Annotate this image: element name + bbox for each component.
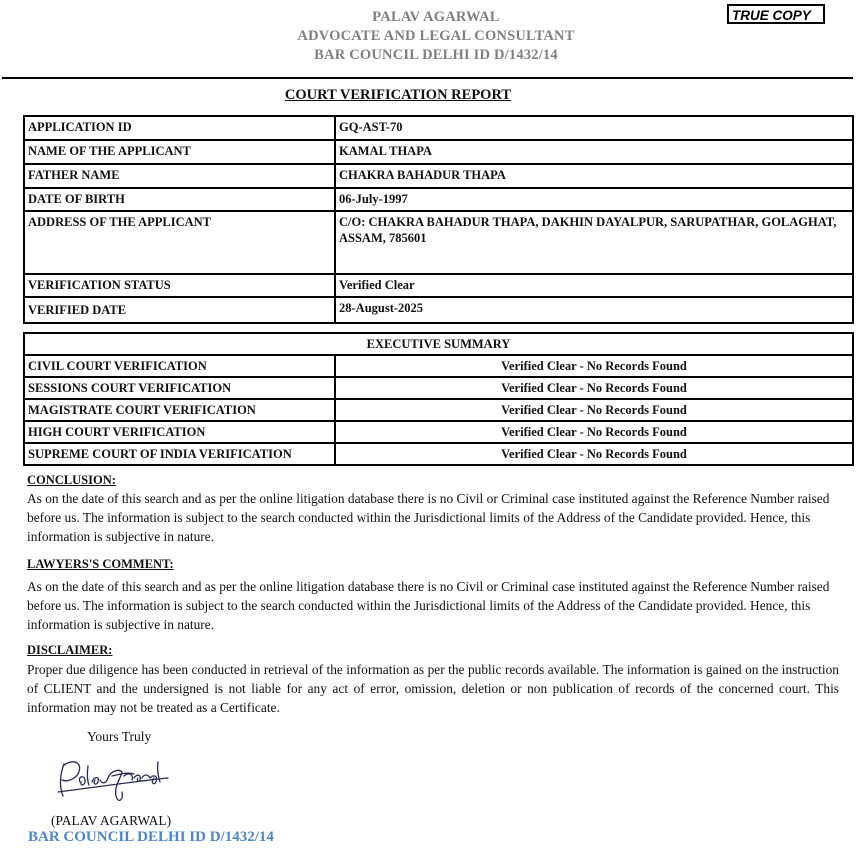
applicant-details-table [23,115,854,324]
detail-value: Verified Clear [335,274,853,297]
comment-title: LAWYERS'S COMMENT: [27,557,174,571]
conclusion-title: CONCLUSION: [27,473,116,487]
summary-label: SUPREME COURT OF INDIA VERIFICATION [24,443,335,465]
table-row [24,116,853,140]
table-row [24,274,853,297]
bar-council-id: BAR COUNCIL DELHI ID D/1432/14 [314,47,558,63]
summary-label: MAGISTRATE COURT VERIFICATION [24,399,335,421]
signer-name: (PALAV AGARWAL) [51,813,172,828]
summary-value: Verified Clear - No Records Found [335,355,853,377]
conclusion-text: As on the date of this search and as per the online litigation database there is no Civil or Criminal case instituted against the Reference Number raised before us. The information is subject to the search conducted within the Jurisdictional limits of the Address of the Candidate provided. Hence, this information is subjective in nature. [27,491,830,544]
table-row [24,399,853,421]
detail-value: GQ-AST-70 [335,116,853,140]
detail-label: VERIFIED DATE [24,297,335,323]
table-row [24,188,853,211]
detail-value: 28-August-2025 [335,297,853,323]
detail-label: DATE OF BIRTH [24,188,335,211]
comment-text: As on the date of this search and as per the online litigation database there is no Civil or Criminal case instituted against the Reference Number raised before us. The information is subject to the search conducted within the Jurisdictional limits of the Address of the Candidate provided. Hence, this information is subjective in nature. [27,579,830,632]
detail-label: FATHER NAME [24,164,335,188]
detail-label: ADDRESS OF THE APPLICANT [24,211,335,274]
detail-label: VERIFICATION STATUS [24,274,335,297]
detail-label: APPLICATION ID [24,116,335,140]
disclaimer-text: Proper due diligence has been conducted in retrieval of the information as per the public records available. The information is gained on the instruction of CLIENT and the undersigned is not liable for any act of error, omission, deletion or non publication of records of the concerned court. This information may not be treated as a Certificate. [27,662,839,715]
header-divider [2,77,853,79]
report-title: COURT VERIFICATION REPORT [284,87,512,103]
summary-label: HIGH COURT VERIFICATION [24,421,335,443]
detail-value: 06-July-1997 [335,188,853,211]
table-row [24,443,853,465]
detail-value: CHAKRA BAHADUR THAPA [335,164,853,188]
detail-value: C/O: CHAKRA BAHADUR THAPA, DAKHIN DAYALPUR, SARUPATHAR, GOLAGHAT, ASSAM, 785601 [335,211,853,274]
table-row [24,297,853,323]
advocate-designation: ADVOCATE AND LEGAL CONSULTANT [297,28,575,44]
table-row [24,211,853,274]
table-row [24,140,853,164]
summary-value: Verified Clear - No Records Found [335,421,853,443]
table-row [24,377,853,399]
detail-label: NAME OF THE APPLICANT [24,140,335,164]
disclaimer-title: DISCLAIMER: [27,643,113,657]
true-copy-stamp: TRUE COPY [727,4,825,24]
handwritten-signature [50,752,175,813]
table-row [24,355,853,377]
summary-value: Verified Clear - No Records Found [335,399,853,421]
summary-heading: EXECUTIVE SUMMARY [24,333,853,355]
table-row [24,164,853,188]
summary-value: Verified Clear - No Records Found [335,443,853,465]
table-row [24,333,853,355]
advocate-name: PALAV AGARWAL [372,9,500,25]
summary-label: SESSIONS COURT VERIFICATION [24,377,335,399]
detail-value: KAMAL THAPA [335,140,853,164]
table-row [24,421,853,443]
summary-label: CIVIL COURT VERIFICATION [24,355,335,377]
closing-salutation: Yours Truly [87,729,152,744]
signer-bar-id: BAR COUNCIL DELHI ID D/1432/14 [28,829,274,845]
summary-value: Verified Clear - No Records Found [335,377,853,399]
executive-summary-table [23,332,854,466]
